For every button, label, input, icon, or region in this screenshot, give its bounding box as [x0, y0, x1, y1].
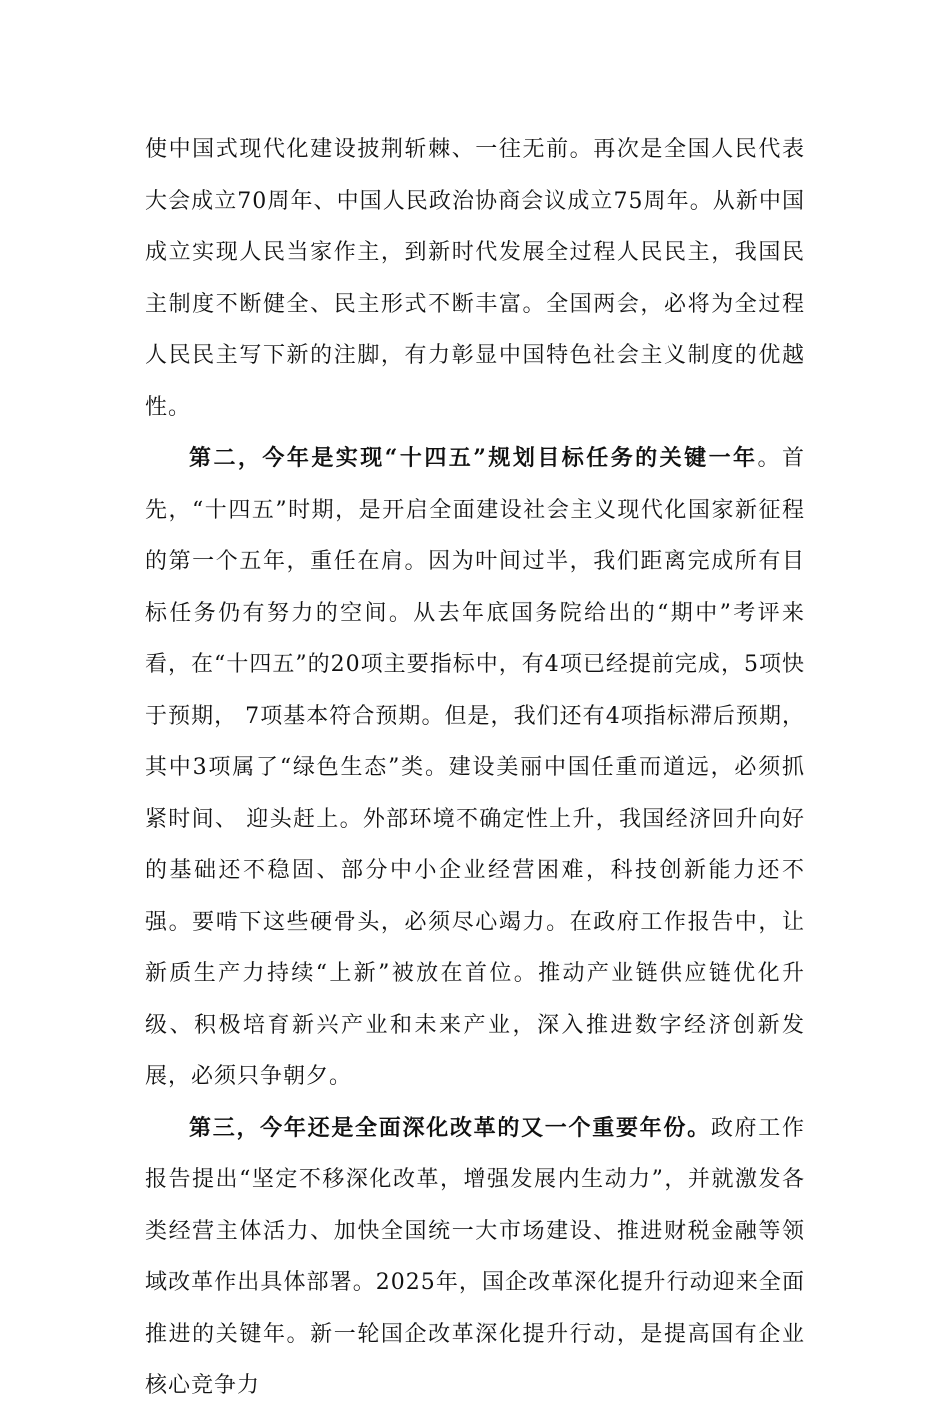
paragraph-lead: 第二，今年是实现“十四五”规划目标任务的关键一年 — [189, 445, 758, 471]
paragraph-third-point — [145, 1103, 805, 1412]
paragraph-body: 使中国式现代化建设披荆斩棘、一往无前。再次是全国人民代表大会成立70周年、中国人民政治协商会议成立75周年。从新中国成立实现人民当家作主，到新时代发展全过程人民民主，我国民主制度不断健全、民主形式不断丰富。全国两会，必将为全过程人民民主写下新的注脚，有力彰显中国特色社会主义制度的优越性。 — [145, 137, 805, 420]
body-text — [145, 124, 805, 1412]
paragraph-continuation — [145, 124, 805, 433]
paragraph-second-point — [145, 433, 805, 1103]
paragraph-body: 。首先，“十四五”时期，是开启全面建设社会主义现代化国家新征程的第一个五年，重任在肩。因为叶间过半，我们距离完成所有目标任务仍有努力的空间。从去年底国务院给出的“期中”考评来看，在“十四五”的20项主要指标中，有4项已经提前完成，5项快于预期， 7项基本符合预期。但是，我们还有4项指标滞后预期，其中3项属了“绿色生态”类。建设美丽中国任重而道远，必须抓紧时间、 迎头赶上。外部环境不确定性上升，我国经济回升向好的基础还不稳固、部分中小企业经营困难，科技创新能力还不强。要啃下这些硬骨头，必须尽心竭力。在政府工作报告中，让新质生产力持续“上新”被放在首位。推动产业链供应链优化升级、积极培育新兴产业和未来产业，深入推进数字经济创新发展，必须只争朝夕。 — [145, 446, 805, 1089]
paragraph-body: 政府工作报告提出“坚定不移深化改革，增强发展内生动力”，并就激发各类经营主体活力、加快全国统一大市场建设、推进财税金融等领域改革作出具体部署。2025年，国企改革深化提升行动迎来全面推进的关键年。新一轮国企改革深化提升行动，是提高国有企业核心竞争力 — [145, 1115, 805, 1398]
paragraph-lead: 第三，今年还是全面深化改革的又一个重要年份。 — [189, 1114, 711, 1141]
